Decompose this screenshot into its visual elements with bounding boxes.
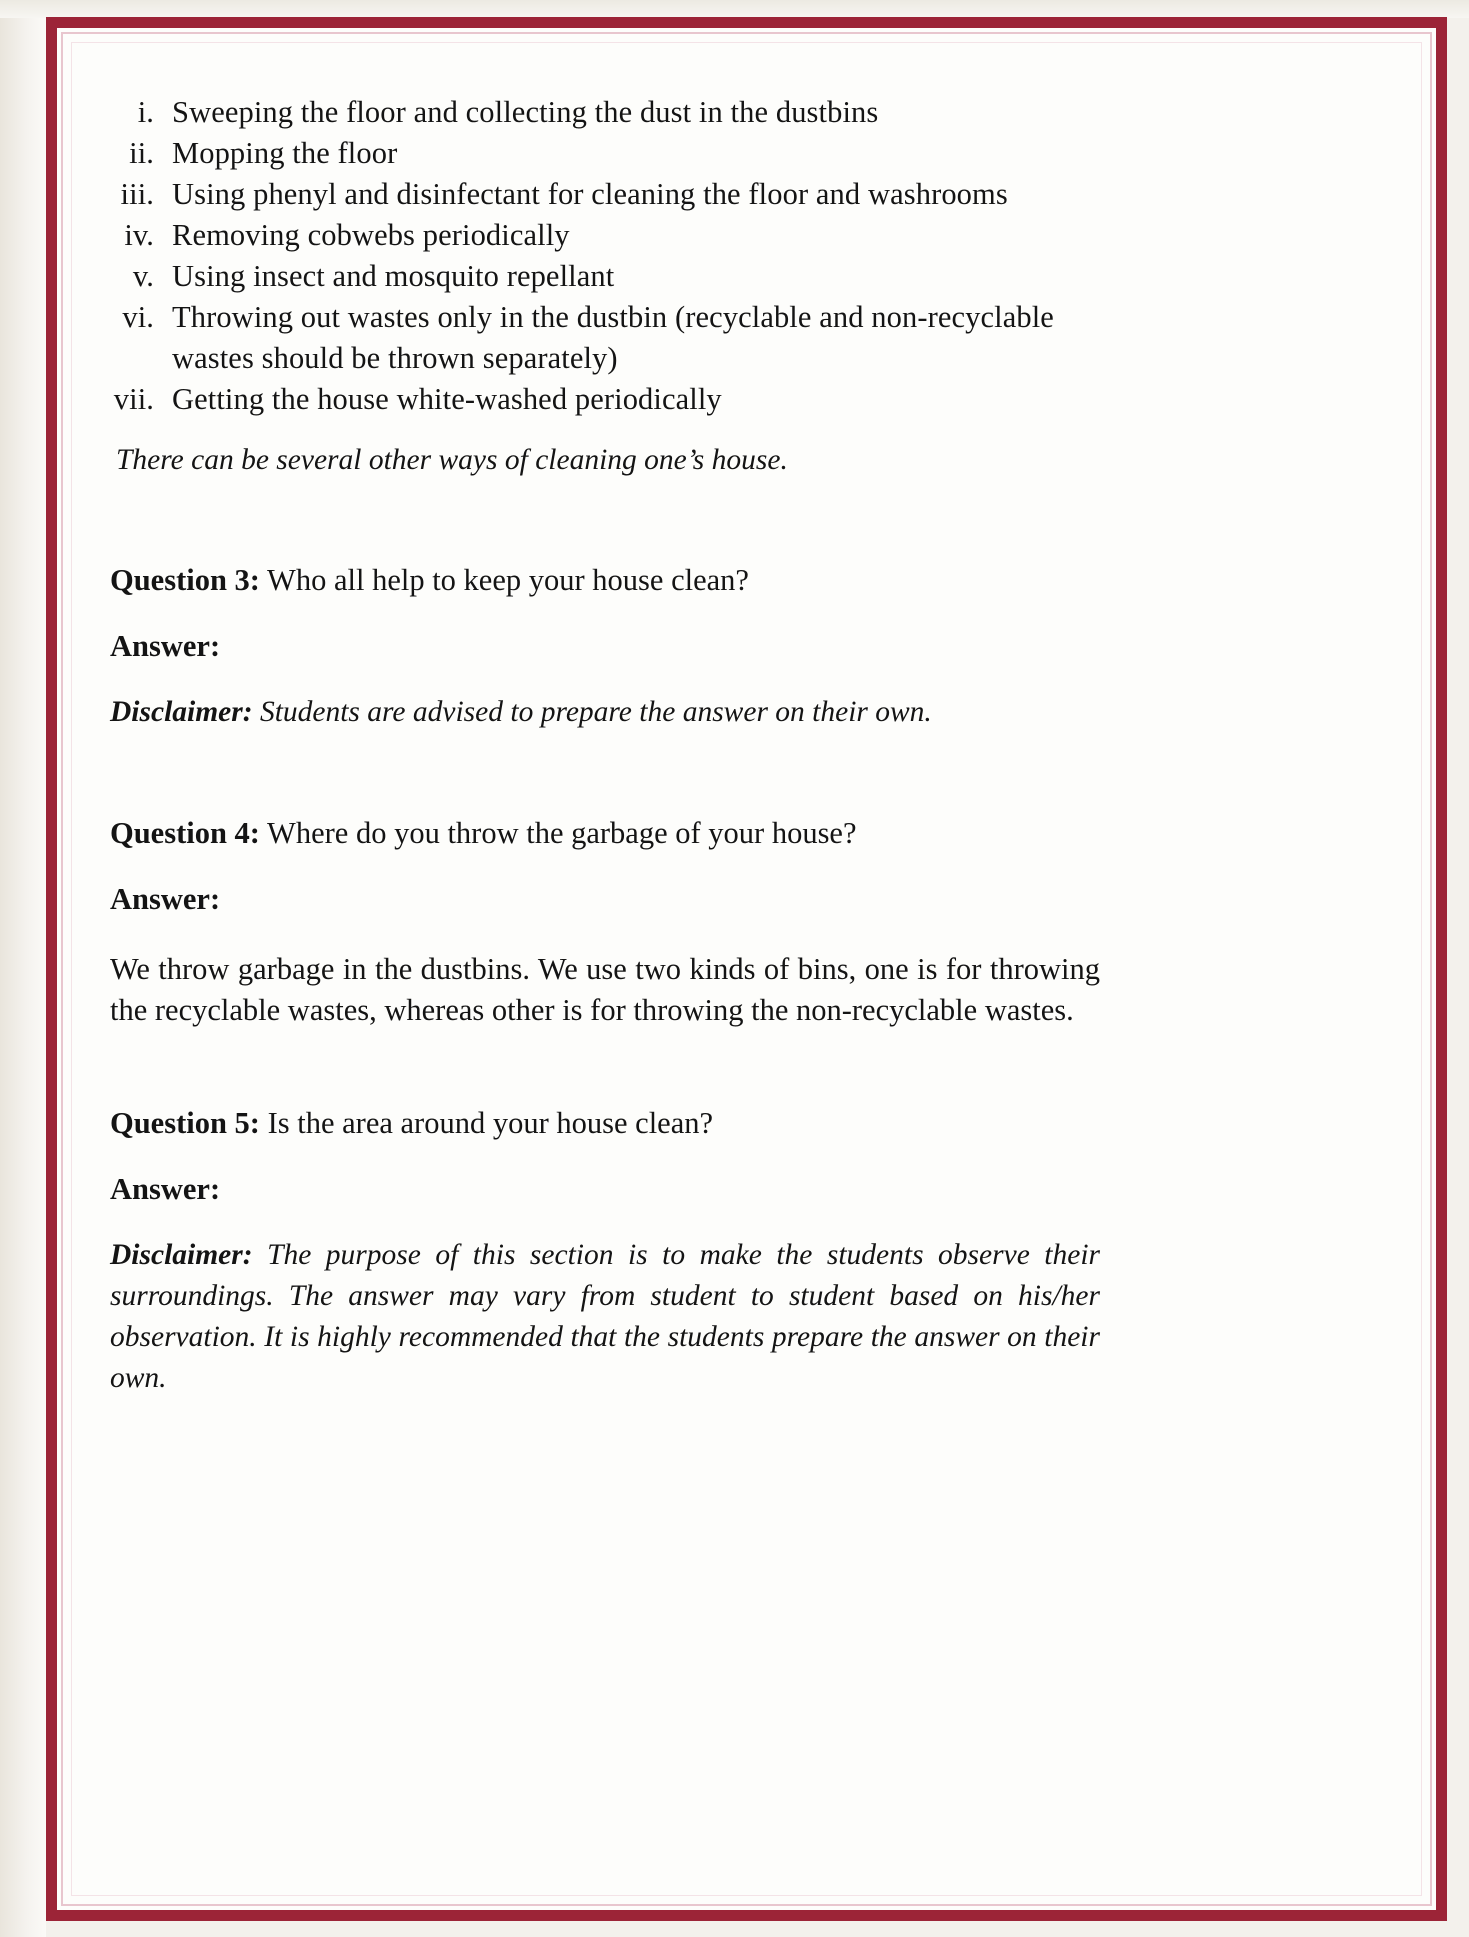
list-item-text: Throwing out wastes only in the dustbin (recyclable and non-recyclable wastes should be thrown separately) (172, 300, 1054, 375)
list-note: There can be several other ways of cleaning one’s house. (116, 444, 788, 476)
list-item-numeral: v. (132, 259, 154, 293)
list-item (110, 379, 1100, 420)
list-item (110, 256, 1100, 297)
list-item (110, 215, 1100, 256)
question-text: Is the area around your house clean? (267, 1106, 714, 1140)
disclaimer-text: Students are advised to prepare the answer on their own. (259, 696, 932, 728)
disclaimer-text: The purpose of this section is to make the students observe their surroundings. The answer may vary from student to student based on his/her observation. It is highly recommended that the students prepare the answer on their own. (110, 1239, 1100, 1394)
question-block-5 (110, 1103, 1100, 1399)
question-line (110, 560, 1100, 600)
question-block-4 (110, 813, 1100, 1031)
list-item-numeral: iv. (124, 218, 154, 252)
question-label: Question 5: (110, 1106, 260, 1140)
list-item-text: Removing cobwebs periodically (172, 218, 570, 252)
list-item (110, 174, 1100, 215)
list-item-numeral: iii. (120, 177, 154, 211)
disclaimer-label: Disclaimer: (110, 696, 253, 728)
list-item-text: Using phenyl and disinfectant for cleaning the floor and washrooms (172, 177, 1008, 211)
disclaimer-line (110, 1235, 1100, 1399)
answer-label: Answer: (110, 1172, 221, 1206)
list-item-text: Sweeping the floor and collecting the dust in the dustbins (172, 95, 879, 129)
answer-text: We throw garbage in the dustbins. We use two kinds of bins, one is for throwing the recyclable wastes, whereas other is for throwing the non-recyclable wastes. (110, 952, 1100, 1027)
list-item-numeral: i. (137, 95, 154, 129)
list-item-text: Mopping the floor (172, 136, 398, 170)
scan-top-edge (0, 0, 1469, 18)
list-item-text: Using insect and mosquito repellant (172, 259, 615, 293)
answer-label: Answer: (110, 629, 221, 663)
cleaning-methods-list (110, 92, 1100, 420)
list-item-text: Getting the house white-washed periodically (172, 382, 722, 416)
list-item (110, 297, 1100, 379)
question-label: Question 4: (110, 816, 260, 850)
list-item (110, 92, 1100, 133)
answer-label: Answer: (110, 882, 221, 916)
list-item-numeral: vii. (113, 382, 154, 416)
disclaimer-line (110, 692, 1100, 733)
disclaimer-label: Disclaimer: (110, 1239, 253, 1271)
question-text: Who all help to keep your house clean? (267, 563, 749, 597)
list-item-numeral: vi. (122, 300, 154, 334)
question-text: Where do you throw the garbage of your house? (267, 816, 857, 850)
list-item (110, 133, 1100, 174)
list-item-numeral: ii. (129, 136, 154, 170)
page-content (110, 92, 1100, 1399)
question-block-3 (110, 560, 1100, 733)
scan-left-edge (0, 0, 46, 1937)
question-line (110, 813, 1100, 853)
question-line (110, 1103, 1100, 1143)
question-label: Question 3: (110, 563, 260, 597)
